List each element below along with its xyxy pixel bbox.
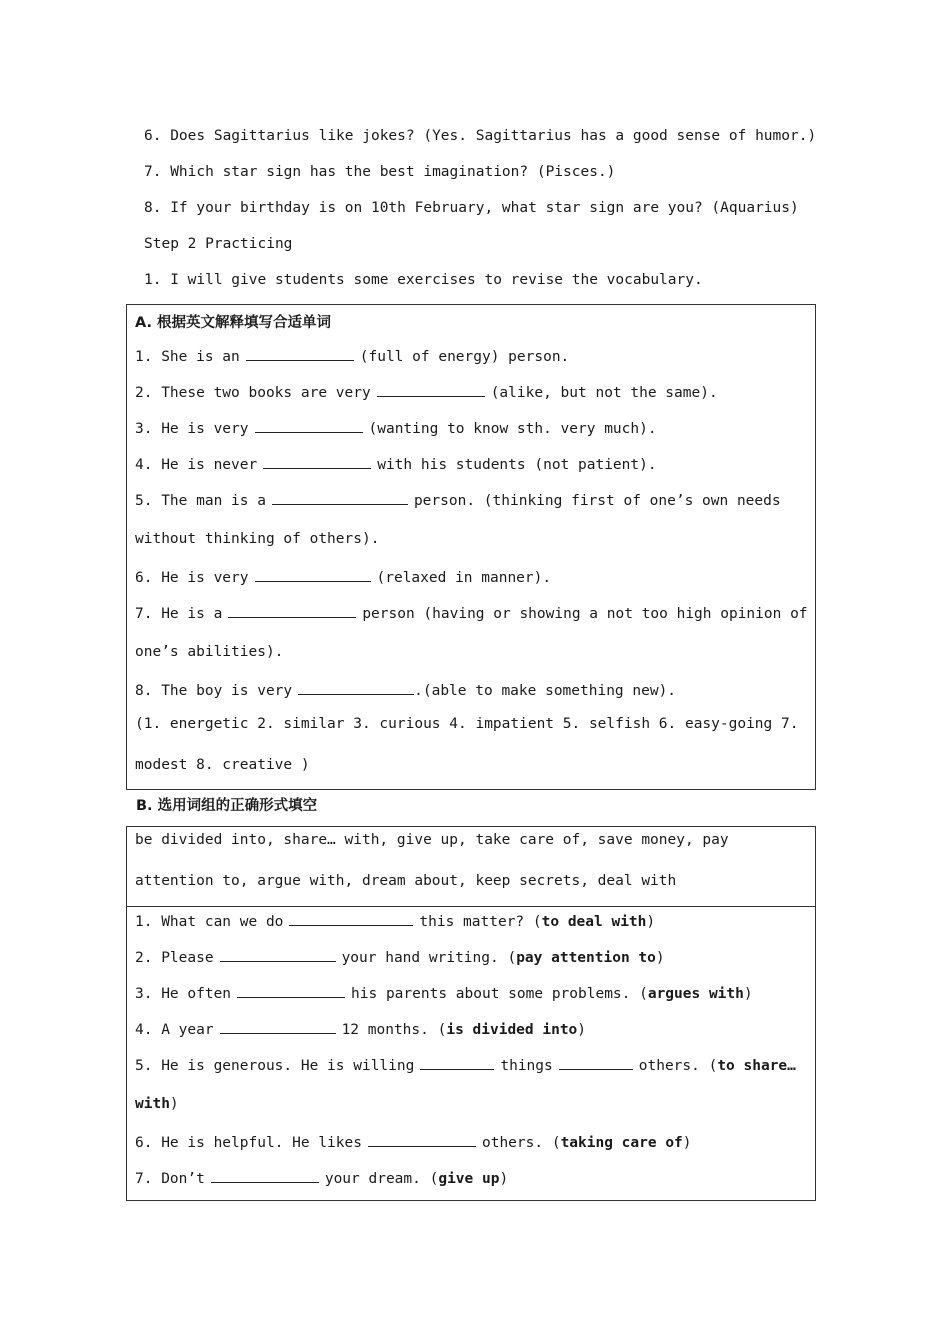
a-item-6: 6. He is very (relaxed in manner). <box>135 567 551 586</box>
b-item-1: 1. What can we do this matter? (to deal with) <box>135 911 655 930</box>
answer-blank[interactable] <box>559 1055 633 1070</box>
phrases-line2: attention to, argue with, dream about, keep secrets, deal with <box>135 873 677 889</box>
answer-blank[interactable] <box>220 947 336 962</box>
answer-blank[interactable] <box>263 454 371 469</box>
answer-blank[interactable] <box>237 983 345 998</box>
section-b-title: B. 选用词组的正确形式填空 <box>136 798 318 814</box>
b-item-7: 7. Don’t your dream. (give up) <box>135 1168 508 1187</box>
a-item-7-cont: one’s abilities). <box>135 644 284 660</box>
b-item-3: 3. He often his parents about some problems. (argues with) <box>135 983 753 1002</box>
answer-blank[interactable] <box>255 567 371 582</box>
section-a-box <box>126 304 816 790</box>
a-answers-line1: (1. energetic 2. similar 3. curious 4. impatient 5. selfish 6. easy-going 7. <box>135 716 799 732</box>
answer-blank[interactable] <box>377 382 485 397</box>
a-item-1: 1. She is an (full of energy) person. <box>135 346 569 365</box>
intro-q8: 8. If your birthday is on 10th February, what star sign are you? (Aquarius) <box>144 200 799 216</box>
section-b-items-box <box>126 906 816 1201</box>
answer-blank[interactable] <box>220 1019 336 1034</box>
intro-q6: 6. Does Sagittarius like jokes? (Yes. Sagittarius has a good sense of humor.) <box>144 128 817 144</box>
section-b-phrases-box <box>126 826 816 907</box>
answer-blank[interactable] <box>368 1132 476 1147</box>
answer-blank[interactable] <box>289 911 413 926</box>
a-item-7: 7. He is a person (having or showing a not too high opinion of <box>135 603 808 622</box>
a-answers-line2: modest 8. creative ) <box>135 757 310 773</box>
answer-blank[interactable] <box>228 603 356 618</box>
answer-blank[interactable] <box>298 680 414 695</box>
answer-blank[interactable] <box>420 1055 494 1070</box>
a-item-5: 5. The man is a person. (thinking first of one’s own needs <box>135 490 781 509</box>
answer-blank[interactable] <box>255 418 363 433</box>
b-item-5-cont: with) <box>135 1096 179 1112</box>
step-heading: Step 2 Practicing <box>144 236 293 252</box>
phrases-line1: be divided into, share… with, give up, take care of, save money, pay <box>135 832 729 848</box>
answer-blank[interactable] <box>272 490 408 505</box>
a-item-4: 4. He is never with his students (not patient). <box>135 454 657 473</box>
section-a-title: A. 根据英文解释填写合适单词 <box>135 315 332 331</box>
intro-q7: 7. Which star sign has the best imagination? (Pisces.) <box>144 164 616 180</box>
answer-blank[interactable] <box>246 346 354 361</box>
a-item-3: 3. He is very (wanting to know sth. very much). <box>135 418 657 437</box>
b-item-4: 4. A year 12 months. (is divided into) <box>135 1019 586 1038</box>
a-item-8: 8. The boy is very .(able to make something new). <box>135 680 676 699</box>
answer-blank[interactable] <box>211 1168 319 1183</box>
step-item: 1. I will give students some exercises to revise the vocabulary. <box>144 272 703 288</box>
b-item-5: 5. He is generous. He is willing things others. (to share… <box>135 1055 796 1074</box>
a-item-5-cont: without thinking of others). <box>135 531 380 547</box>
a-item-2: 2. These two books are very (alike, but not the same). <box>135 382 718 401</box>
b-item-6: 6. He is helpful. He likes others. (taking care of) <box>135 1132 692 1151</box>
b-item-2: 2. Please your hand writing. (pay attention to) <box>135 947 665 966</box>
